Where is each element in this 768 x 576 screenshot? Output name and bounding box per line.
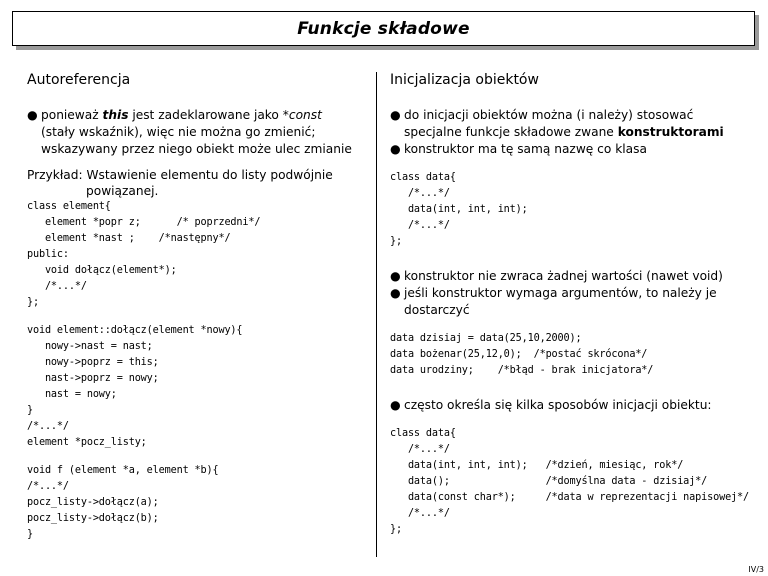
- constructor-bullet-1-line1: do inicjacji obiektów można (i należy) stosować: [404, 108, 694, 122]
- right-column: [390, 70, 760, 538]
- class-data-code: class data{ /*...*/ data(int, int, int); /*...*/ };: [390, 172, 528, 247]
- title-box: [12, 11, 755, 46]
- this-bullet-line1: [41, 107, 372, 124]
- constructor-bullet-3: [390, 268, 760, 285]
- bullet-dot-icon: ●: [390, 286, 401, 300]
- text-fragment: jest zadeklarowane jako: [128, 108, 283, 122]
- bullet-dot-icon: ●: [390, 108, 401, 122]
- right-heading: Inicjalizacja obiektów: [390, 72, 539, 88]
- bullet-dot-icon: ●: [390, 269, 401, 283]
- constructor-bullet-5: [390, 397, 760, 414]
- column-divider: [376, 72, 377, 557]
- this-bullet-line2: (stały wskaźnik), więc nie można go zmienić;: [41, 125, 316, 139]
- left-column: [27, 70, 372, 543]
- example-line1: Przykład: Wstawienie elementu do listy podwójnie: [27, 168, 333, 182]
- constructor-bullet-3-text: konstruktor nie zwraca żadnej wartości (nawet void): [404, 269, 723, 283]
- constructor-bullet-4-line1: jeśli konstruktor wymaga argumentów, to należy je: [404, 286, 717, 300]
- constructor-bullet-1-line2: [404, 124, 760, 141]
- constructor-bullet-4-line2: dostarczyć: [404, 303, 470, 317]
- data-init-code: data dzisiaj = data(25,10,2000); data bożenar(25,12,0); /*postać skrócona*/ data urodziny; /*błąd - brak inicjatora*/: [390, 333, 654, 376]
- constructor-bullet-4: [390, 285, 760, 319]
- text-fragment: specjalne funkcje składowe zwane: [404, 125, 618, 139]
- constructor-bullet-1: [390, 107, 760, 141]
- this-keyword: this: [102, 108, 129, 122]
- class-element-code: class element{ element *popr z; /* poprzedni*/ element *nast ; /*następny*/ public: void dołącz(element*); /*...*/ };: [27, 201, 261, 308]
- constructor-bullet-2-text: konstruktor ma tę samą nazwę co klasa: [404, 142, 647, 156]
- function-f-code: void f (element *a, element *b){ /*...*/ pocz_listy->dołącz(a); pocz_listy->dołącz(b); }: [27, 465, 219, 540]
- const-keyword: *const: [282, 108, 322, 122]
- left-heading: Autoreferencja: [27, 72, 131, 88]
- bullet-dot-icon: ●: [390, 398, 401, 412]
- this-bullet: [27, 107, 372, 158]
- constructor-bullet-5-text: często określa się kilka sposobów inicjacji obiektu:: [404, 398, 712, 412]
- konstruktorami-bold: konstruktorami: [617, 125, 724, 139]
- this-bullet-line3: wskazywany przez niego obiekt może ulec zmianie: [41, 142, 352, 156]
- text-fragment: ponieważ: [41, 108, 103, 122]
- constructor-bullet-2: [390, 141, 760, 158]
- bullet-dot-icon: ●: [27, 108, 38, 122]
- dolacz-code: void element::dołącz(element *nowy){ nowy->nast = nast; nowy->poprz = this; nast->poprz = nowy; nast = nowy; } /*...*/ element *pocz_listy;: [27, 325, 243, 448]
- example-line2: powiązanej.: [86, 184, 159, 198]
- page-title: Funkcje składowe: [297, 18, 470, 39]
- bullet-dot-icon: ●: [390, 142, 401, 156]
- page-number: IV/3: [748, 565, 764, 574]
- class-data-overloads-code: class data{ /*...*/ data(int, int, int); /*dzień, miesiąc, rok*/ data(); /*domyślna data - dzisiaj*/ data(const char*); /*data w reprezentacji napisowej*/ /*...*/ };: [390, 428, 750, 535]
